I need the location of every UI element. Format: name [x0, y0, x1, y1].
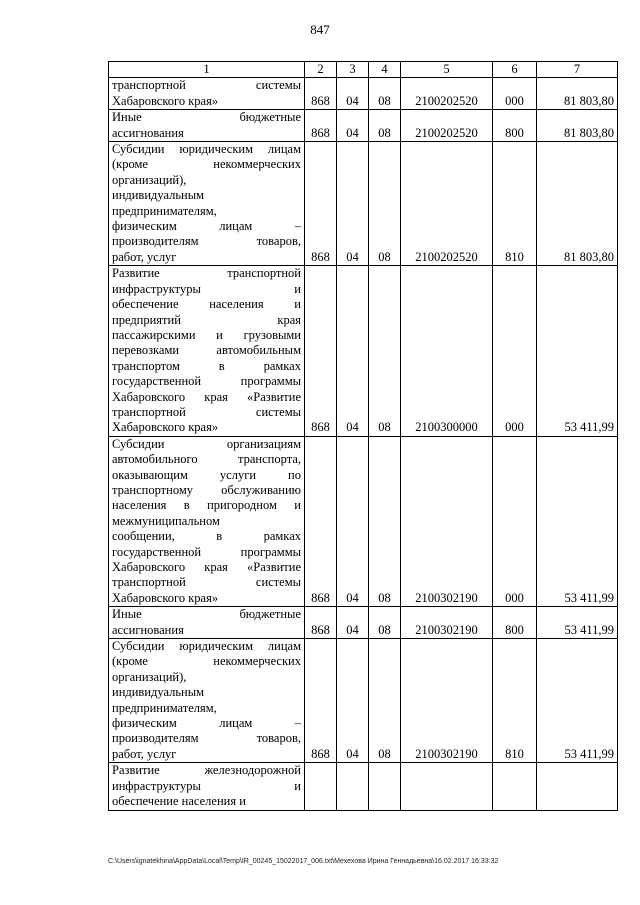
target-article-cell: 2100302190 [401, 639, 493, 763]
subsection-code-cell: 08 [369, 142, 401, 266]
expense-type-cell: 800 [493, 110, 537, 142]
admin-code-cell: 868 [305, 266, 337, 436]
row-name-line: ассигнования [112, 622, 184, 637]
column-header: 4 [369, 62, 401, 78]
amount-cell: 53 411,99 [537, 436, 618, 606]
row-name-line: транспортной системы [112, 575, 301, 590]
column-header: 6 [493, 62, 537, 78]
target-article-cell: 2100302190 [401, 436, 493, 606]
row-name-line: работ, услуг [112, 746, 177, 761]
section-code-cell: 04 [337, 110, 369, 142]
amount-cell: 81 803,80 [537, 78, 618, 110]
row-name-line: Развитие железнодорожной [112, 763, 301, 778]
column-header: 7 [537, 62, 618, 78]
section-code-cell [337, 763, 369, 810]
row-name-line: Хабаровского края» [112, 93, 219, 108]
row-name-line: Субсидии юридическим лицам [112, 142, 301, 157]
row-name-line: индивидуальным [112, 188, 205, 203]
row-name-line: транспортом в рамках [112, 358, 301, 373]
column-header: 2 [305, 62, 337, 78]
expense-type-cell: 810 [493, 142, 537, 266]
target-article-cell: 2100302190 [401, 607, 493, 639]
expense-type-cell [493, 763, 537, 810]
table-row [109, 763, 618, 810]
admin-code-cell: 868 [305, 142, 337, 266]
row-name-line: государственной программы [112, 544, 301, 559]
subsection-code-cell: 08 [369, 607, 401, 639]
amount-cell: 81 803,80 [537, 142, 618, 266]
row-name-cell [109, 78, 305, 110]
column-header: 3 [337, 62, 369, 78]
row-name-line: Иные бюджетные [112, 110, 301, 125]
row-name-line: организаций), [112, 172, 187, 187]
row-name-line: транспортной системы [112, 78, 301, 93]
row-name-cell [109, 763, 305, 810]
table-row [109, 110, 618, 142]
section-code-cell: 04 [337, 78, 369, 110]
table-row [109, 436, 618, 606]
row-name-line: Хабаровского края» [112, 420, 219, 435]
admin-code-cell: 868 [305, 78, 337, 110]
row-name-line: перевозками автомобильным [112, 343, 301, 358]
target-article-cell: 2100300000 [401, 266, 493, 436]
amount-cell [537, 763, 618, 810]
subsection-code-cell [369, 763, 401, 810]
row-name-line: работ, услуг [112, 249, 177, 264]
target-article-cell: 2100202520 [401, 110, 493, 142]
row-name-line: сообщении, в рамках [112, 529, 301, 544]
row-name-line: Субсидии организациям [112, 436, 301, 451]
row-name-cell [109, 436, 305, 606]
subsection-code-cell: 08 [369, 436, 401, 606]
row-name-line: автомобильного транспорта, [112, 452, 301, 467]
section-code-cell: 04 [337, 639, 369, 763]
row-name-cell [109, 639, 305, 763]
row-name-line: государственной программы [112, 374, 301, 389]
admin-code-cell [305, 763, 337, 810]
section-code-cell: 04 [337, 266, 369, 436]
section-code-cell: 04 [337, 142, 369, 266]
amount-cell: 81 803,80 [537, 110, 618, 142]
row-name-line: инфраструктуры и [112, 778, 301, 793]
row-name-cell [109, 142, 305, 266]
table-header-row [109, 62, 618, 78]
row-name-line: организаций), [112, 669, 187, 684]
row-name-line: (кроме некоммерческих [112, 654, 301, 669]
row-name-line: Хабаровского края» [112, 590, 219, 605]
row-name-line: физическим лицам – [112, 716, 301, 731]
row-name-line: населения в пригородном и [112, 498, 301, 513]
subsection-code-cell: 08 [369, 266, 401, 436]
row-name-line: физическим лицам – [112, 219, 301, 234]
target-article-cell: 2100202520 [401, 78, 493, 110]
expense-type-cell: 000 [493, 436, 537, 606]
table-row [109, 266, 618, 436]
section-code-cell: 04 [337, 607, 369, 639]
table-body [109, 78, 618, 810]
amount-cell: 53 411,99 [537, 639, 618, 763]
row-name-line: транспортному обслуживанию [112, 482, 301, 497]
row-name-line: производителям товаров, [112, 234, 301, 249]
admin-code-cell: 868 [305, 110, 337, 142]
row-name-line: обеспечение населения и [112, 794, 246, 809]
column-header: 5 [401, 62, 493, 78]
row-name-line: инфраструктуры и [112, 281, 301, 296]
page-number: 847 [310, 22, 330, 37]
row-name-line: транспортной системы [112, 404, 301, 419]
column-header: 1 [109, 62, 305, 78]
subsection-code-cell: 08 [369, 78, 401, 110]
row-name-line: ассигнования [112, 125, 184, 140]
expense-type-cell: 000 [493, 266, 537, 436]
row-name-line: предпринимателям, [112, 700, 217, 715]
table-row [109, 78, 618, 110]
row-name-line: Хабаровского края «Развитие [112, 560, 301, 574]
row-name-line: обеспечение населения и [112, 297, 301, 312]
row-name-cell [109, 607, 305, 639]
expense-type-cell: 810 [493, 639, 537, 763]
admin-code-cell: 868 [305, 436, 337, 606]
target-article-cell [401, 763, 493, 810]
row-name-line: предприятий края [112, 312, 301, 327]
amount-cell: 53 411,99 [537, 266, 618, 436]
expense-type-cell: 000 [493, 78, 537, 110]
row-name-line: межмуниципальном [112, 513, 220, 528]
table-row [109, 607, 618, 639]
row-name-line: Хабаровского края «Развитие [112, 389, 301, 404]
table-row [109, 639, 618, 763]
row-name-line: индивидуальным [112, 685, 205, 700]
row-name-cell [109, 266, 305, 436]
admin-code-cell: 868 [305, 639, 337, 763]
row-name-line: оказывающим услуги по [112, 467, 301, 482]
subsection-code-cell: 08 [369, 639, 401, 763]
row-name-line: пассажирскими и грузовыми [112, 327, 301, 342]
row-name-cell [109, 110, 305, 142]
row-name-line: Иные бюджетные [112, 607, 301, 622]
row-name-line: предпринимателям, [112, 203, 217, 218]
row-name-line: Субсидии юридическим лицам [112, 639, 301, 654]
subsection-code-cell: 08 [369, 110, 401, 142]
section-code-cell: 04 [337, 436, 369, 606]
target-article-cell: 2100202520 [401, 142, 493, 266]
row-name-line: производителям товаров, [112, 731, 301, 746]
budget-table [108, 61, 618, 811]
table-row [109, 142, 618, 266]
footer-file-path: C:\Users\ignatekhina\AppData\Local\Temp\IR_00245_15022017_006.txt\Мехехова Ирина Геннадьевна\16.02.2017 16:33:32 [108, 858, 499, 865]
amount-cell: 53 411,99 [537, 607, 618, 639]
row-name-line: Развитие транспортной [112, 266, 301, 281]
expense-type-cell: 800 [493, 607, 537, 639]
row-name-line: (кроме некоммерческих [112, 157, 301, 172]
admin-code-cell: 868 [305, 607, 337, 639]
